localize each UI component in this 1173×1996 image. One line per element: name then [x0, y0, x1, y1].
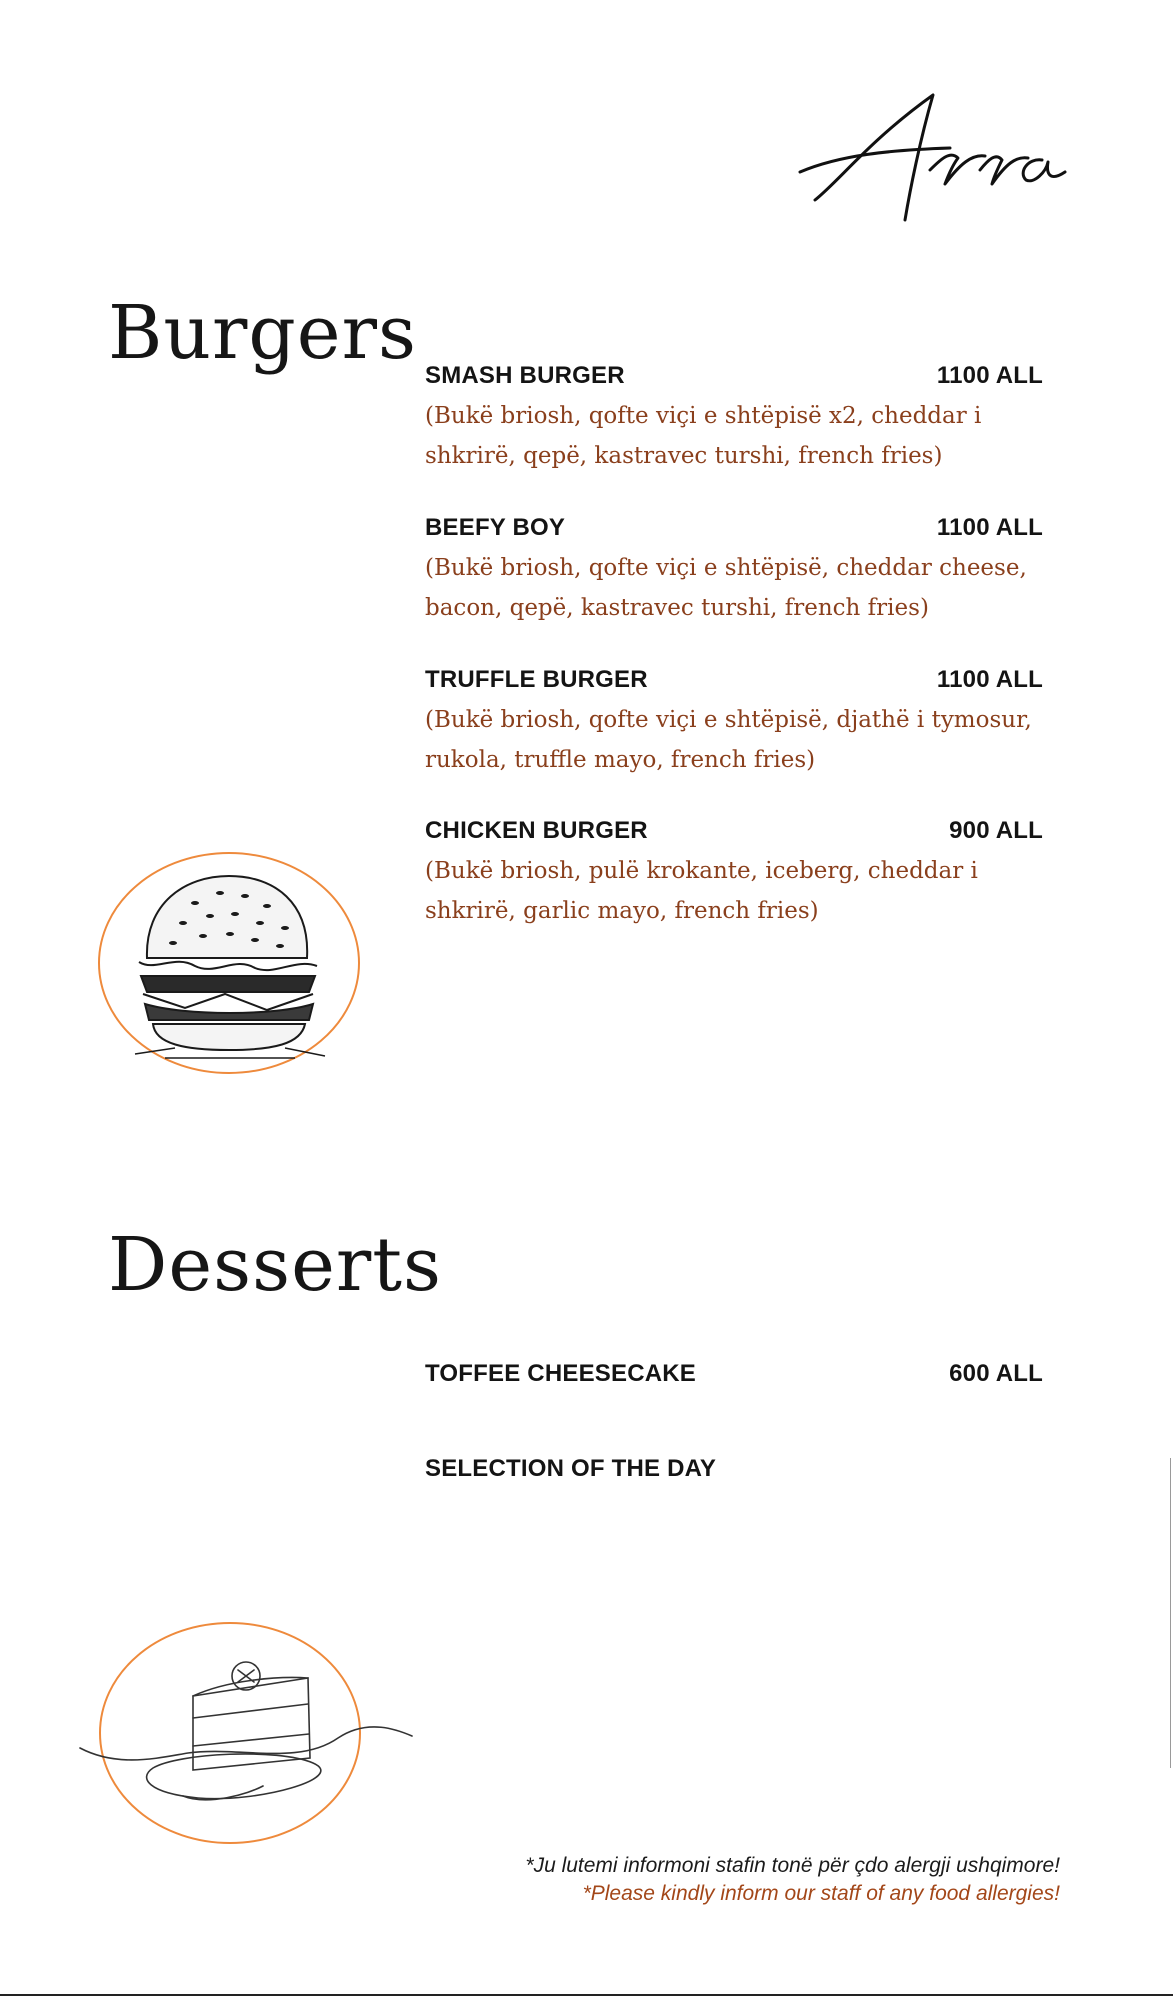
- menu-item-smash-burger: [425, 362, 1043, 476]
- arra-logo: [780, 80, 1080, 240]
- item-description: (Bukë briosh, pulë krokante, iceberg, cheddar i shkrirë, garlic mayo, french fries): [425, 858, 978, 924]
- section-title-desserts: Desserts: [108, 1222, 442, 1308]
- menu-item-selection-of-the-day: [425, 1455, 1043, 1483]
- burger-sketch-icon: [95, 848, 365, 1078]
- cake-slice-icon: [78, 1618, 418, 1848]
- item-name: CHICKEN BURGER: [425, 817, 648, 844]
- menu-item-toffee-cheesecake: [425, 1360, 1043, 1388]
- item-name: TRUFFLE BURGER: [425, 666, 648, 693]
- item-description: (Bukë briosh, qofte viçi e shtëpisë x2, cheddar i shkrirë, qepë, kastravec turshi, french fries): [425, 403, 982, 469]
- menu-item-chicken-burger: [425, 817, 1043, 931]
- menu-item-beefy-boy: [425, 514, 1043, 628]
- item-price: 1100 ALL: [936, 666, 1043, 693]
- section-title-burgers: Burgers: [108, 290, 417, 376]
- item-name: SMASH BURGER: [425, 362, 625, 389]
- item-description: (Bukë briosh, qofte viçi e shtëpisë, cheddar cheese, bacon, qepë, kastravec turshi, french fries): [425, 555, 1027, 621]
- menu-item-truffle-burger: [425, 666, 1043, 780]
- allergy-notice-english: *Please kindly inform our staff of any food allergies!: [582, 1882, 1060, 1905]
- item-name: BEEFY BOY: [425, 514, 566, 541]
- item-price: 600 ALL: [949, 1360, 1043, 1387]
- item-name: TOFFEE CHEESECAKE: [425, 1360, 696, 1387]
- allergy-notice: [525, 1852, 1060, 1908]
- item-price: 900 ALL: [949, 817, 1043, 844]
- item-name: SELECTION OF THE DAY: [425, 1455, 717, 1482]
- page-edge-divider: [1170, 1458, 1171, 1768]
- item-price: 1100 ALL: [936, 362, 1043, 389]
- item-price: 1100 ALL: [936, 514, 1043, 541]
- item-description: (Bukë briosh, qofte viçi e shtëpisë, djathë i tymosur, rukola, truffle mayo, french fries): [425, 707, 1032, 773]
- allergy-notice-albanian: *Ju lutemi informoni stafin tonë për çdo alergji ushqimore!: [525, 1854, 1060, 1877]
